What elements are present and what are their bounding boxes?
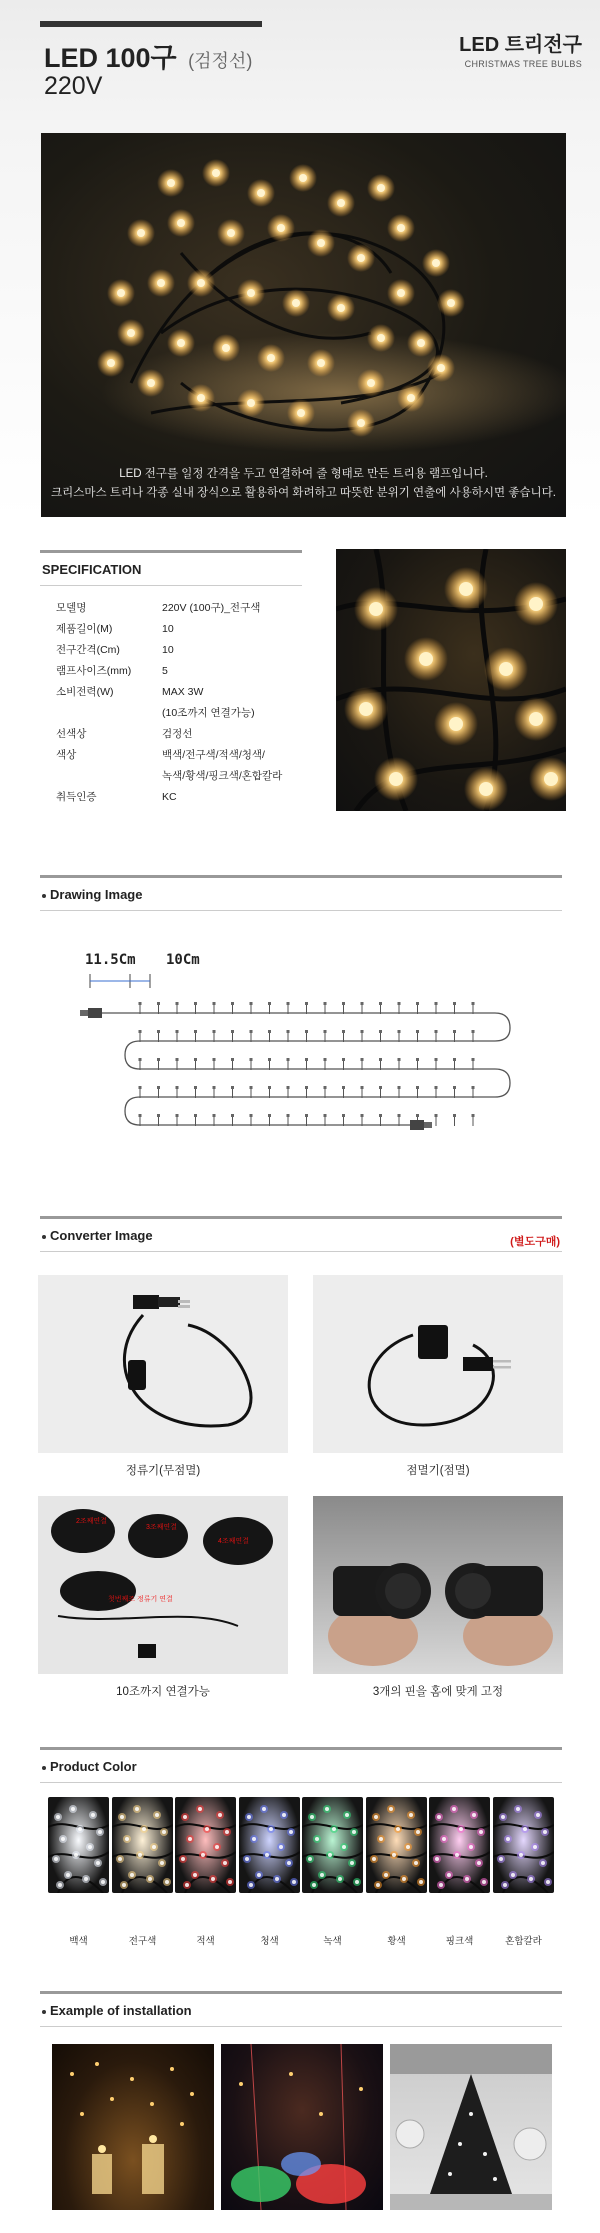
color-label: 혼합칼라 [505,1936,542,1947]
spec-value: 220V (100구)_전구색 [162,602,261,614]
flasher-illustration [313,1275,563,1453]
converter-caption: 점멸기(점멸) [406,1465,470,1477]
spec-value: 백색/전구색/적색/청색/ [162,749,265,761]
photo-tag: 4조째연결 [218,1538,249,1545]
converter-caption: 정류기(무점멸) [125,1465,201,1477]
rectifier-illustration [38,1275,288,1453]
spec-row [56,660,306,681]
spec-heading [40,550,302,586]
spec-key: 모델명 [56,602,87,614]
rectifier-photo [38,1275,288,1453]
spec-row [56,681,306,702]
color-swatch [493,1797,554,1893]
separate-purchase-note: (별도구매) [510,1236,560,1248]
header-bar [40,21,262,27]
spec-closeup-photo [336,549,566,811]
spec-row [56,786,306,807]
product-voltage: 220V [44,72,103,100]
spec-value: 검정선 [162,728,193,740]
color-label: 청색 [260,1936,279,1947]
color-label: 전구색 [128,1936,157,1947]
converter-caption: 3개의 핀을 홈에 맞게 고정 [372,1686,504,1698]
drawing-heading-text: Drawing Image [50,887,143,902]
converter-caption: 10조까지 연결가능 [116,1686,210,1698]
spec-key: 램프사이즈(mm) [56,665,132,677]
spec-key: 취득인증 [56,791,97,803]
color-label: 핑크색 [445,1936,474,1947]
spec-key: 제품길이(M) [56,623,113,635]
brand-subtitle: CHRISTMAS TREE BULBS [464,59,582,69]
installation-photo-garden [221,2044,383,2210]
spec-key: 전구간격(Cm) [56,644,120,656]
photo-tag: 첫번째조 정류기 연결 [108,1596,173,1603]
hero-photo [41,133,566,517]
drawing-heading [40,875,562,911]
closeup-lights-illustration [336,549,566,811]
spec-row [56,702,306,723]
color-label: 백색 [69,1936,88,1947]
spec-value: 5 [162,664,168,677]
bullet-icon [42,1766,46,1770]
installation-photo-candles [52,2044,214,2210]
color-heading-text: Product Color [50,1759,137,1774]
dimension-label-lead: 11.5Cm [85,952,136,968]
brand-title: LED 트리전구 [459,34,582,56]
spec-row [56,639,306,660]
converter-heading-text: Converter Image [50,1228,153,1243]
spec-row [56,723,306,744]
installation-heading [40,1991,562,2027]
color-swatch [302,1797,363,1893]
photo-tag: 2조째연결 [76,1518,107,1525]
bullet-icon [42,1235,46,1239]
connector-illustration [313,1496,563,1674]
color-swatch [112,1797,173,1893]
spec-value: 10 [162,643,174,656]
spec-value: 녹색/황색/핑크색/혼합칼라 [162,770,283,782]
spec-row [56,765,306,786]
hero-caption [41,465,566,503]
wiring-drawing [80,952,540,1158]
spec-key: 선색상 [56,728,87,740]
hero-lights-illustration [41,133,566,517]
dimension-label-spacing: 10Cm [166,952,200,968]
color-label: 적색 [196,1936,215,1947]
product-title-sub: (검정선) [188,51,253,71]
bullet-icon [42,894,46,898]
spec-row [56,597,306,618]
chain-connection-photo [38,1496,288,1674]
spec-value: (10조까지 연결가능) [162,707,255,719]
color-heading [40,1747,562,1783]
brand-block [459,28,582,69]
spec-value: 10 [162,622,174,635]
installation-illustration [52,2044,214,2210]
color-swatch [429,1797,490,1893]
converter-heading [40,1216,562,1252]
spec-value: MAX 3W [162,685,204,698]
color-swatch [175,1797,236,1893]
color-label: 녹색 [323,1936,342,1947]
installation-heading-text: Example of installation [50,2003,192,2018]
wiring-diagram [80,958,540,1158]
photo-tag: 3조째연결 [146,1524,177,1531]
spec-row [56,618,306,639]
product-title [44,36,252,75]
spec-key: 소비전력(W) [56,686,114,698]
installation-illustration [390,2044,552,2210]
color-swatch [366,1797,427,1893]
spec-key: 색상 [56,749,77,761]
spec-table [56,597,306,807]
connector-pins-photo [313,1496,563,1674]
installation-illustration [221,2044,383,2210]
color-label: 황색 [387,1936,406,1947]
hero-caption-line: 크리스마스 트리나 각종 실내 장식으로 활용하여 화려하고 따뜻한 분위기 연출에 사용하시면 좋습니다. [51,487,556,499]
hero-caption-line: LED 전구를 일정 간격을 두고 연결하여 줄 형태로 만든 트리용 램프입니다. [119,468,488,480]
bullet-icon [42,2010,46,2014]
spec-row [56,744,306,765]
installation-photo-mall-tree [390,2044,552,2210]
flasher-photo [313,1275,563,1453]
product-title-main: LED 100구 [44,43,177,73]
spec-value: KC [162,790,177,803]
spec-heading-text: SPECIFICATION [42,562,142,577]
color-swatch [239,1797,300,1893]
color-swatch [48,1797,109,1893]
